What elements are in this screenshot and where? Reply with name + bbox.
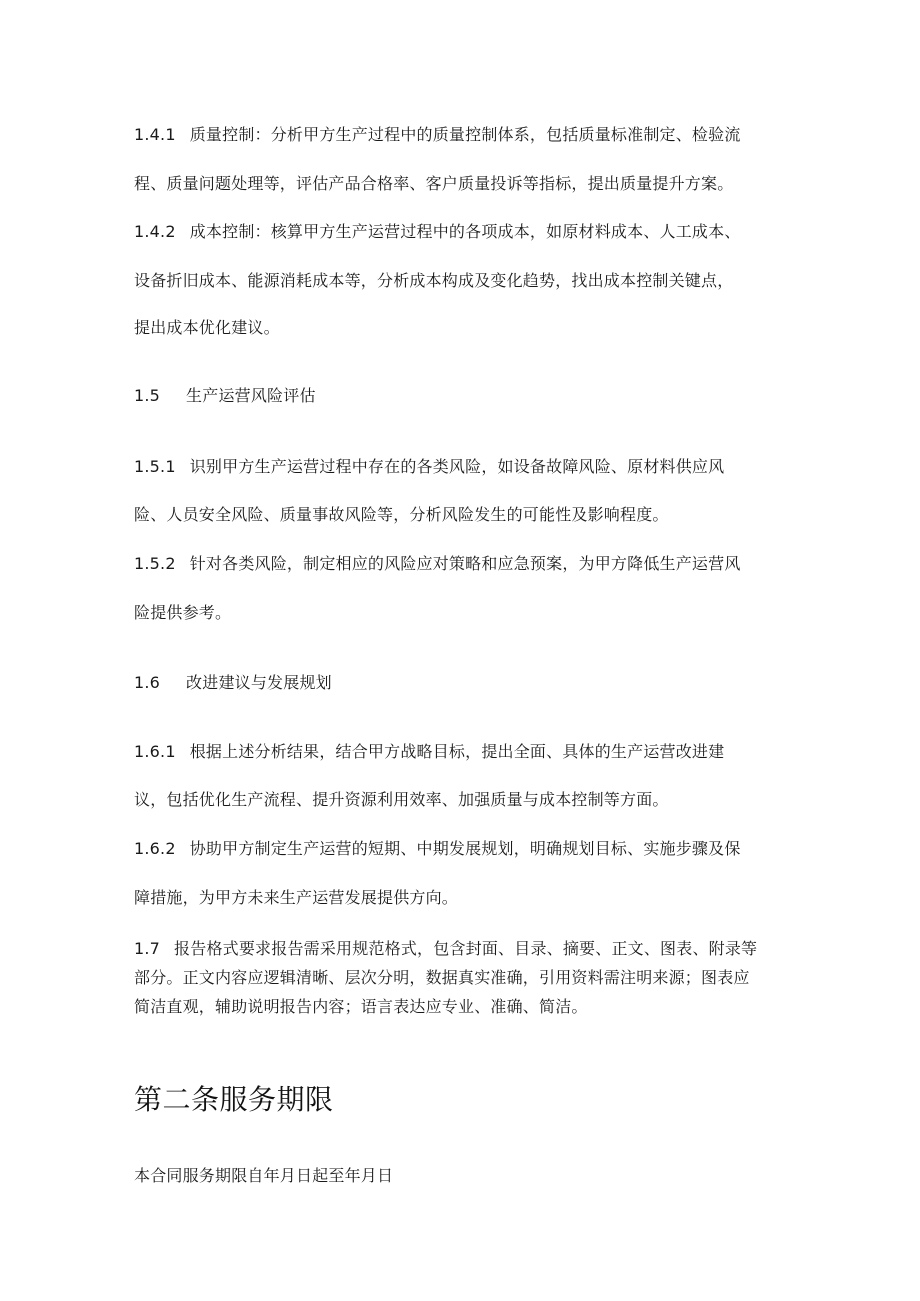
- article-body: 本合同服务期限自年月日起至年月日: [134, 1166, 394, 1185]
- clause-1-5-2-line-2: 险提供参考。: [134, 603, 232, 622]
- section-number: 1.6: [134, 673, 161, 692]
- clause-text: 识别甲方生产运营过程中存在的各类风险，如设备故障风险、原材料供应风: [189, 457, 725, 476]
- clause-1-6-1-line-1: [134, 742, 724, 762]
- section-title: 生产运营风险评估: [186, 386, 316, 405]
- clause-1-7-line-3: 简洁直观，辅助说明报告内容；语言表达应专业、准确、简洁。: [134, 997, 588, 1016]
- clause-number: 1.6.1: [134, 742, 176, 761]
- clause-1-5-1-line-2: 险、人员安全风险、质量事故风险等，分析风险发生的可能性及影响程度。: [134, 505, 669, 524]
- clause-1-5-2-line-1: [134, 554, 741, 574]
- clause-1-4-2-line-3: 提出成本优化建议。: [134, 318, 280, 337]
- clause-1-7-line-2: 部分。正文内容应逻辑清晰、层次分明，数据真实准确，引用资料需注明来源；图表应: [134, 968, 750, 987]
- clause-number: 1.4.1: [134, 125, 176, 144]
- clause-1-7-line-1: [134, 939, 757, 959]
- clause-text: 成本控制：核算甲方生产运营过程中的各项成本，如原材料成本、人工成本、: [189, 222, 741, 241]
- clause-1-4-1-line-1: [134, 125, 741, 145]
- clause-1-6-2-line-1: [134, 839, 741, 859]
- clause-text: 协助甲方制定生产运营的短期、中期发展规划，明确规划目标、实施步骤及保: [189, 839, 741, 858]
- clause-1-6-2-line-2: 障措施，为甲方未来生产运营发展提供方向。: [134, 888, 459, 907]
- clause-text: 根据上述分析结果，结合甲方战略目标，提出全面、具体的生产运营改进建: [189, 742, 725, 761]
- article-title: 第二条服务期限: [134, 1083, 334, 1116]
- clause-text: 报告格式要求报告需采用规范格式，包含封面、目录、摘要、正文、图表、附录等: [174, 939, 758, 958]
- clause-1-4-1-line-2: 程、质量问题处理等，评估产品合格率、客户质量投诉等指标，提出质量提升方案。: [134, 174, 734, 193]
- clause-1-5-1-line-1: [134, 457, 724, 477]
- clause-number: 1.5.2: [134, 554, 176, 573]
- clause-number: 1.6.2: [134, 839, 176, 858]
- section-title: 改进建议与发展规划: [186, 673, 332, 692]
- clause-1-4-2-line-1: [134, 222, 741, 242]
- clause-1-6-1-line-2: 议，包括优化生产流程、提升资源利用效率、加强质量与成本控制等方面。: [134, 790, 669, 809]
- clause-number: 1.4.2: [134, 222, 176, 241]
- section-1-6-heading: [134, 673, 332, 693]
- clause-text: 质量控制：分析甲方生产过程中的质量控制体系，包括质量标准制定、检验流: [189, 125, 741, 144]
- clause-1-4-2-line-2: 设备折旧成本、能源消耗成本等，分析成本构成及变化趋势，找出成本控制关键点，: [134, 271, 734, 290]
- section-1-5-heading: [134, 386, 316, 406]
- clause-number: 1.7: [134, 939, 161, 958]
- clause-text: 针对各类风险，制定相应的风险应对策略和应急预案，为甲方降低生产运营风: [189, 554, 741, 573]
- section-number: 1.5: [134, 386, 161, 405]
- clause-number: 1.5.1: [134, 457, 176, 476]
